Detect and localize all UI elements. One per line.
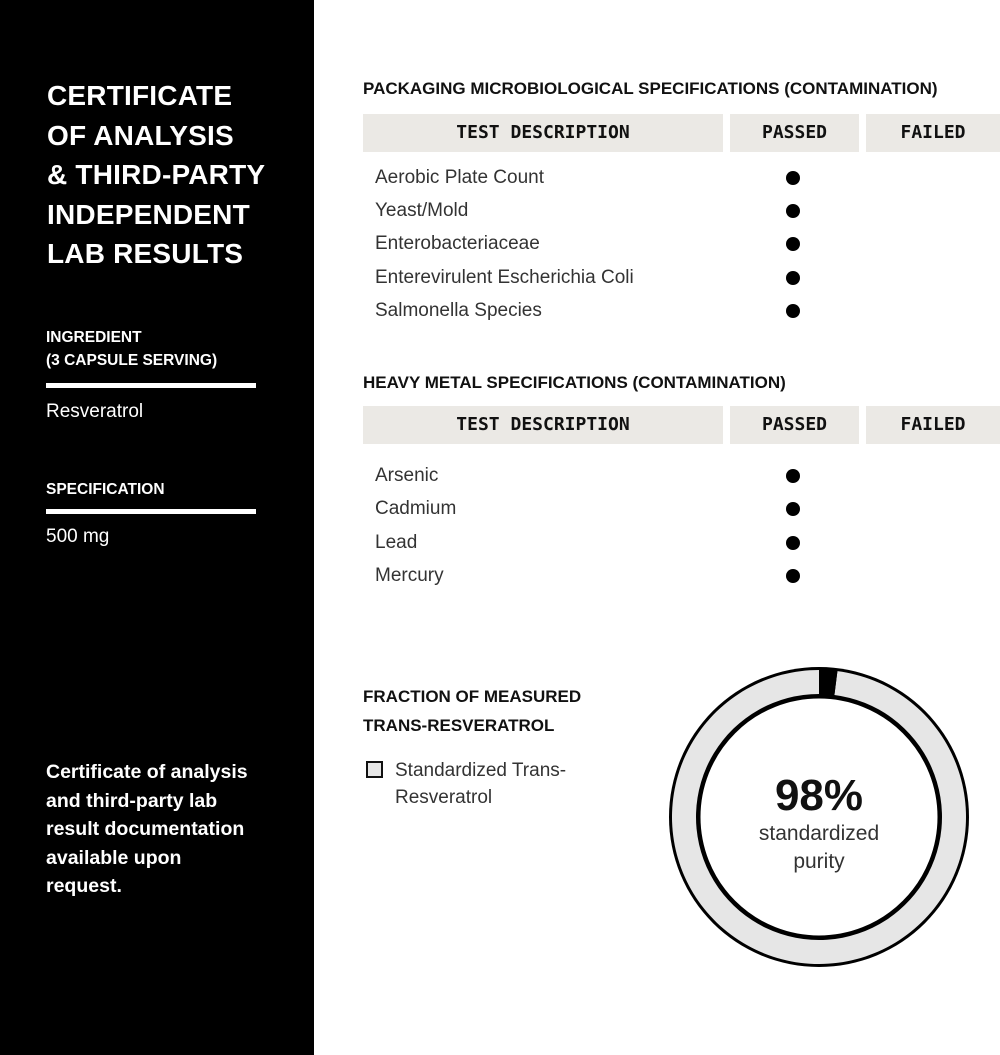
header-test-description: TEST DESCRIPTION: [363, 114, 723, 152]
passed-dot-icon: [786, 502, 800, 516]
ingredient-value: Resveratrol: [46, 401, 144, 422]
test-name: Cadmium: [375, 498, 457, 519]
fraction-title-line: TRANS-RESVERATROL: [363, 716, 555, 735]
heavy-metal-table-header: [363, 406, 1000, 444]
sidebar-title-line: CERTIFICATE: [47, 80, 233, 111]
table-row: [375, 229, 975, 259]
table-row: [375, 196, 975, 226]
purity-caption-line: standardized: [758, 822, 880, 845]
legend-label-line: Standardized Trans-: [395, 760, 567, 781]
passed-dot-icon: [786, 569, 800, 583]
note-line: request.: [46, 875, 122, 897]
passed-dot-icon: [786, 171, 800, 185]
test-name: Enterobacteriaceae: [375, 233, 540, 254]
passed-dot-icon: [786, 536, 800, 550]
ingredient-divider: [46, 383, 256, 388]
passed-dot-icon: [786, 204, 800, 218]
header-passed: PASSED: [730, 114, 859, 152]
fraction-title: [363, 682, 581, 740]
test-name: Mercury: [375, 565, 444, 586]
note-line: Certificate of analysis: [46, 761, 248, 783]
table-row: [375, 561, 975, 591]
passed-dot-icon: [786, 469, 800, 483]
purity-caption-line: purity: [793, 850, 845, 873]
specification-value: 500 mg: [46, 526, 110, 547]
header-failed: FAILED: [866, 406, 1000, 444]
ingredient-label-line: INGREDIENT: [46, 329, 142, 346]
sidebar: [0, 0, 314, 1055]
test-name: Lead: [375, 532, 418, 553]
sidebar-title-line: INDEPENDENT: [47, 198, 250, 230]
documentation-note: [46, 758, 296, 901]
heavy-metal-title: HEAVY METAL SPECIFICATIONS (CONTAMINATION): [363, 373, 786, 392]
donut-slice-remainder: [819, 670, 837, 695]
header-passed: PASSED: [730, 406, 859, 444]
specification-divider: [46, 509, 256, 514]
legend-label: [395, 757, 566, 811]
sidebar-title-line: & THIRD-PARTY: [47, 159, 266, 190]
note-line: available upon: [46, 846, 182, 869]
header-test-description: TEST DESCRIPTION: [363, 406, 723, 444]
sidebar-title: [47, 76, 297, 274]
fraction-title-line: FRACTION OF MEASURED: [363, 687, 582, 706]
table-row: [375, 263, 975, 293]
note-line: and third-party lab: [46, 789, 218, 812]
ingredient-label-line: (3 CAPSULE SERVING): [46, 352, 218, 369]
microbiological-table-header: [363, 114, 1000, 152]
note-line: result documentation: [46, 818, 245, 840]
sidebar-title-line: LAB RESULTS: [47, 238, 244, 269]
sidebar-title-line: OF ANALYSIS: [47, 119, 234, 151]
microbiological-title: PACKAGING MICROBIOLOGICAL SPECIFICATIONS (CONTAMINATION): [363, 79, 938, 98]
legend-swatch: [366, 761, 383, 778]
purity-percentage: 98%: [774, 771, 864, 820]
specification-label: SPECIFICATION: [46, 481, 165, 498]
table-row: [375, 494, 975, 524]
header-failed: FAILED: [866, 114, 1000, 152]
test-name: Aerobic Plate Count: [375, 167, 544, 188]
table-row: [375, 296, 975, 326]
test-name: Enterevirulent Escherichia Coli: [375, 267, 634, 288]
passed-dot-icon: [786, 237, 800, 251]
ingredient-label: [46, 326, 217, 372]
table-row: [375, 528, 975, 558]
table-row: [375, 461, 975, 491]
table-row: [375, 163, 975, 193]
test-name: Salmonella Species: [375, 300, 542, 321]
passed-dot-icon: [786, 304, 800, 318]
test-name: Yeast/Mold: [375, 200, 469, 221]
test-name: Arsenic: [375, 465, 439, 486]
passed-dot-icon: [786, 271, 800, 285]
legend-label-line: Resveratrol: [395, 787, 493, 808]
purity-caption: [666, 820, 972, 876]
